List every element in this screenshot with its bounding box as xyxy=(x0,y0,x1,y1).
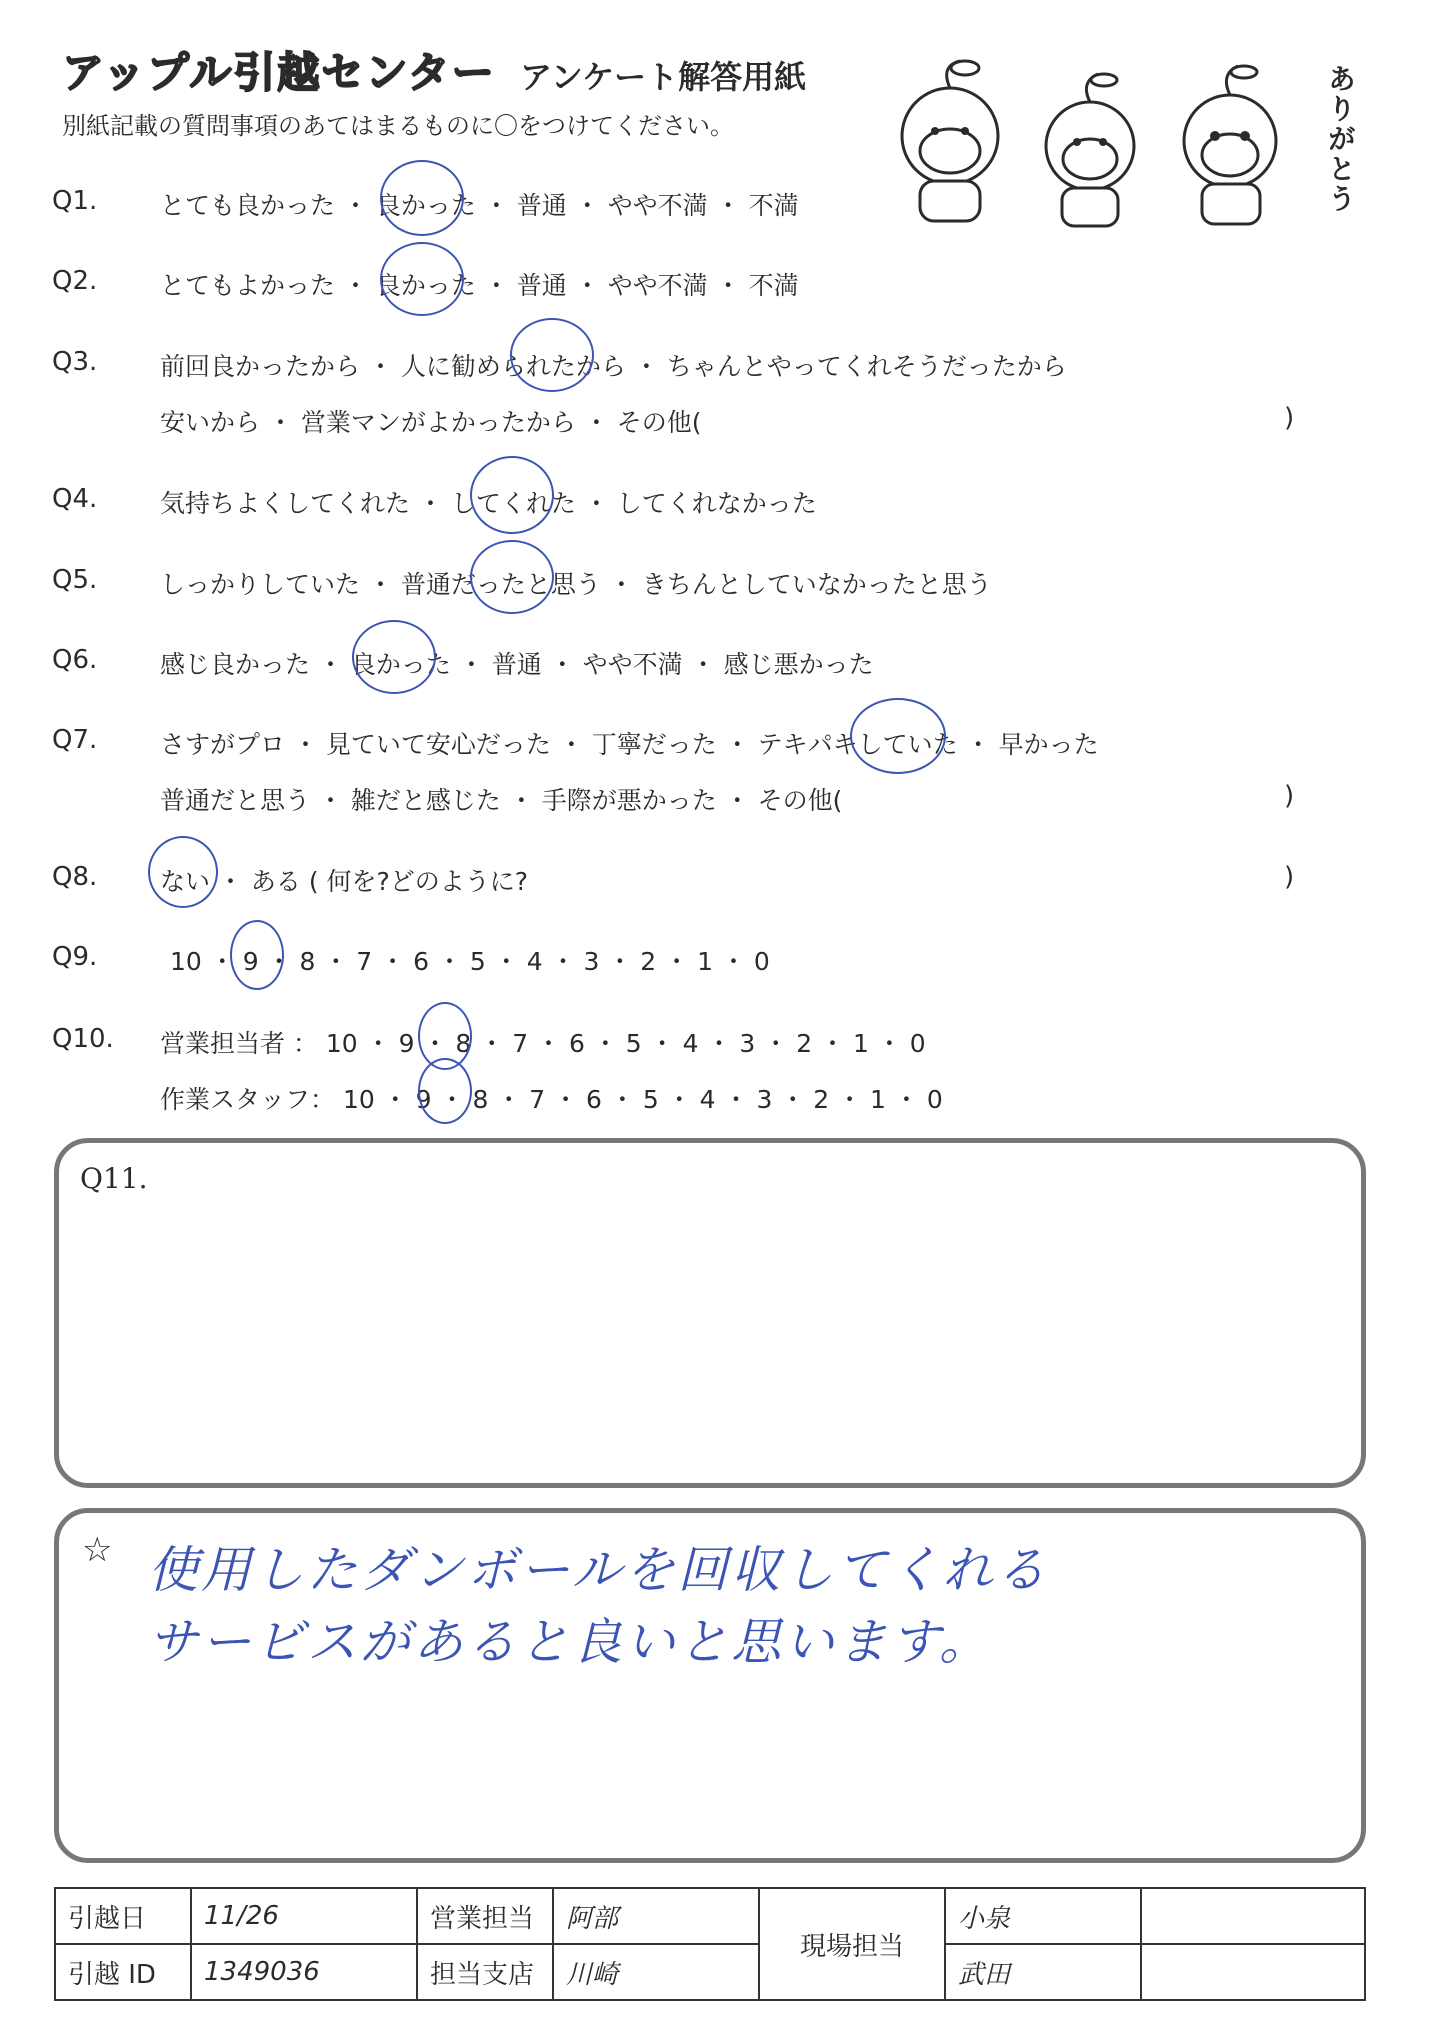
branch-value: 川崎 xyxy=(553,1944,759,2000)
q8-selection-circle xyxy=(148,836,218,908)
q6-options[interactable]: 感じ良かった ・ 良かった ・ 普通 ・ やや不満 ・ 感じ悪かった xyxy=(160,650,874,679)
q1-label: Q1. xyxy=(52,186,98,216)
q9-scale[interactable]: 10 ・ 9 ・ 8 ・ 7 ・ 6 ・ 5 ・ 4 ・ 3 ・ 2 ・ 1 ・ 0 xyxy=(170,947,770,976)
comment-line-2: サービスがあると良いと思います。 xyxy=(148,1613,992,1671)
q8-label: Q8. xyxy=(52,862,98,892)
q9-label: Q9. xyxy=(52,942,98,972)
q4-selection-circle xyxy=(470,456,554,534)
mascot-illustration xyxy=(880,56,1320,236)
star-icon: ☆ xyxy=(82,1530,113,1570)
footer-info-table xyxy=(54,1887,1366,2001)
instruction-text: 別紙記載の質問事項のあてはまるものに〇をつけてください。 xyxy=(62,112,734,140)
branch-label: 担当支店 xyxy=(417,1944,553,2000)
q11-answer-box[interactable] xyxy=(54,1138,1366,1488)
q3-label: Q3. xyxy=(52,347,98,377)
q7-selection-circle xyxy=(850,698,946,774)
q5-options[interactable]: しっかりしていた ・ 普通だったと思う ・ きちんとしていなかったと思う xyxy=(160,570,992,599)
comment-line-1: 使用したダンボールを回収してくれる xyxy=(148,1541,1049,1599)
q10-label: Q10. xyxy=(52,1024,114,1054)
q6-selection-circle xyxy=(352,620,436,694)
q3-selection-circle xyxy=(510,318,594,392)
q7-options-line1[interactable]: さすがプロ ・ 見ていて安心だった ・ 丁寧だった ・ テキパキしていた ・ 早かった xyxy=(160,730,1099,759)
q10-staff-selection-circle xyxy=(418,1058,472,1124)
site-extra-cell-2 xyxy=(1141,1944,1365,2000)
q6-label: Q6. xyxy=(52,645,98,675)
q7-options-line2[interactable]: 普通だと思う ・ 雑だと感じた ・ 手際が悪かった ・ その他( xyxy=(160,786,843,815)
q5-label: Q5. xyxy=(52,565,98,595)
q9-selection-circle xyxy=(230,920,284,990)
q4-label: Q4. xyxy=(52,484,98,514)
form-subtitle: アンケート解答用紙 xyxy=(520,58,807,96)
q1-options[interactable]: とても良かった ・ 良かった ・ 普通 ・ やや不満 ・ 不満 xyxy=(160,191,799,220)
move-id-label: 引越 ID xyxy=(55,1944,191,2000)
q8-close-paren: ) xyxy=(1284,862,1295,892)
site-label: 現場担当 xyxy=(759,1888,945,2000)
q8-options[interactable]: ない ・ ある ( 何を?どのように? xyxy=(160,867,529,896)
thanks-text: ありがとう xyxy=(1324,64,1357,214)
brand-title: アップル引越センター xyxy=(62,48,496,97)
sales-value: 阿部 xyxy=(553,1888,759,1944)
move-date-value: 11/26 xyxy=(191,1888,417,1944)
move-id-value: 1349036 xyxy=(191,1944,417,2000)
q5-selection-circle xyxy=(470,540,554,614)
q10-staff-scale[interactable]: 作業スタッフ： 10 ・ 9 ・ 8 ・ 7 ・ 6 ・ 5 ・ 4 ・ 3 ・ 2 ・ 1 ・ 0 xyxy=(160,1085,943,1114)
q2-label: Q2. xyxy=(52,266,98,296)
q2-options[interactable]: とてもよかった ・ 良かった ・ 普通 ・ やや不満 ・ 不満 xyxy=(160,271,799,300)
q4-options[interactable]: 気持ちよくしてくれた ・ してくれた ・ してくれなかった xyxy=(160,489,817,518)
sales-label: 営業担当 xyxy=(417,1888,553,1944)
q7-close-paren: ) xyxy=(1284,781,1295,811)
q7-label: Q7. xyxy=(52,725,98,755)
q10-sales-scale[interactable]: 営業担当者 ： 10 ・ 9 ・ 8 ・ 7 ・ 6 ・ 5 ・ 4 ・ 3 ・ 2 ・ 1 ・ 0 xyxy=(160,1029,926,1058)
q2-selection-circle xyxy=(380,242,464,316)
q3-close-paren: ) xyxy=(1284,403,1295,433)
q3-options-line1[interactable]: 前回良かったから ・ 人に勧められたから ・ ちゃんとやってくれそうだったから xyxy=(160,352,1067,381)
site-staff-2: 武田 xyxy=(945,1944,1141,2000)
q3-options-line2[interactable]: 安いから ・ 営業マンがよかったから ・ その他( xyxy=(160,408,702,437)
q11-label: Q11. xyxy=(80,1162,148,1195)
site-staff-1: 小泉 xyxy=(945,1888,1141,1944)
site-extra-cell-1 xyxy=(1141,1888,1365,1944)
q1-selection-circle xyxy=(380,160,464,236)
move-date-label: 引越日 xyxy=(55,1888,191,1944)
